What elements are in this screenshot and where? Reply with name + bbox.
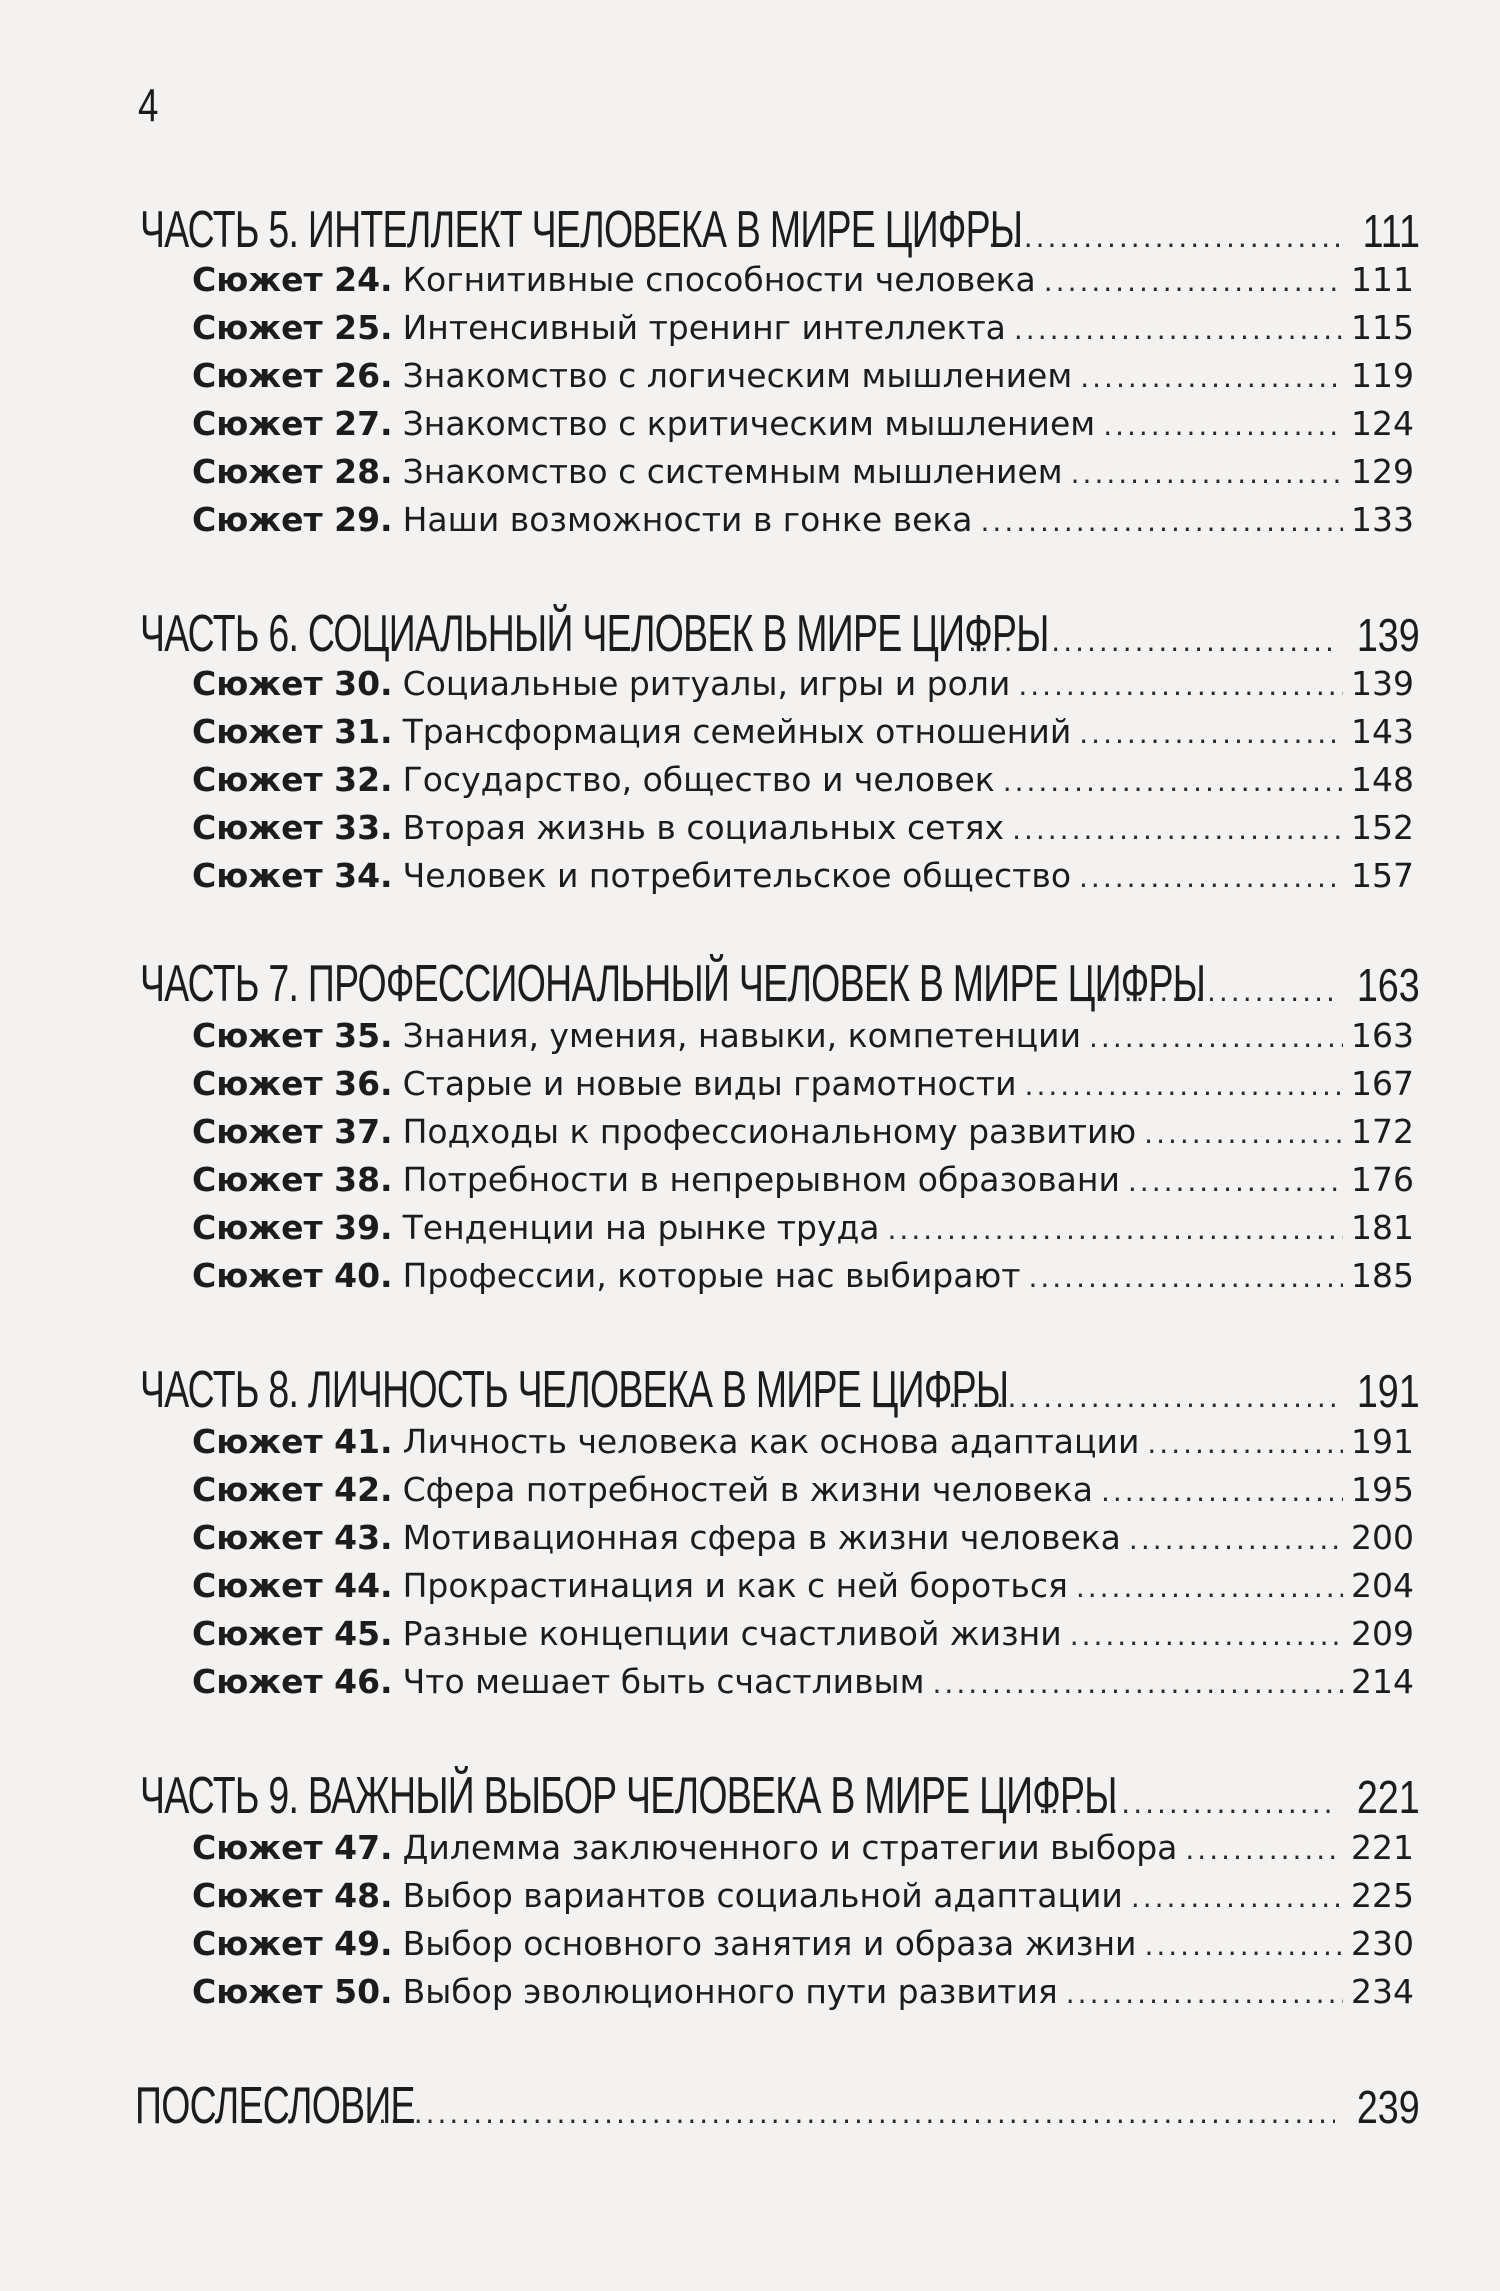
toc-item-24[interactable]	[192, 260, 1414, 299]
item-label: Сюжет 48.	[192, 1876, 393, 1915]
item-page-number: 111	[1351, 260, 1414, 299]
toc-item-28[interactable]	[192, 452, 1414, 491]
item-label: Сюжет 41.	[192, 1422, 393, 1461]
item-label: Сюжет 26.	[192, 356, 393, 395]
dot-leader	[1025, 1069, 1343, 1102]
item-page-number: 124	[1351, 404, 1414, 443]
part-title: ЧАСТЬ 8. ЛИЧНОСТЬ ЧЕЛОВЕКА В МИРЕ ЦИФРЫ	[140, 1361, 1009, 1419]
item-label: Сюжет 30.	[192, 664, 393, 703]
item-page-number: 234	[1351, 1972, 1414, 2011]
item-title: Профессии, которые нас выбирают	[402, 1256, 1021, 1295]
item-title: Вторая жизнь в социальных сетях	[402, 808, 1005, 847]
part-page-number: 139	[1357, 609, 1420, 661]
item-title: Тенденции на рынке труда	[402, 1208, 880, 1247]
dot-leader	[1028, 1261, 1343, 1294]
toc-item-31[interactable]	[192, 712, 1414, 751]
dot-leader	[1014, 313, 1343, 346]
toc-item-44[interactable]	[192, 1566, 1414, 1605]
dot-leader	[1003, 765, 1343, 798]
item-title: Государство, общество и человек	[402, 760, 995, 799]
item-title: Знакомство с логическим мышлением	[402, 356, 1073, 395]
toc-item-35[interactable]	[192, 1016, 1414, 1055]
item-label: Сюжет 39.	[192, 1208, 393, 1247]
item-label: Сюжет 25.	[192, 308, 393, 347]
toc-item-43[interactable]	[192, 1518, 1414, 1557]
dot-leader	[378, 2097, 1335, 2130]
toc-item-40[interactable]	[192, 1256, 1414, 1295]
item-label: Сюжет 35.	[192, 1016, 393, 1055]
toc-item-25[interactable]	[192, 308, 1414, 347]
item-title: Когнитивные способности человека	[402, 260, 1036, 299]
item-label: Сюжет 36.	[192, 1064, 393, 1103]
dot-leader	[1147, 1427, 1343, 1460]
toc-item-47[interactable]	[192, 1828, 1414, 1867]
item-title: Знакомство с критическим мышлением	[402, 404, 1096, 443]
item-page-number: 181	[1351, 1208, 1414, 1247]
dot-leader	[1144, 1117, 1343, 1150]
dot-leader	[1044, 265, 1343, 298]
item-label: Сюжет 38.	[192, 1160, 393, 1199]
item-page-number: 129	[1351, 452, 1414, 491]
item-title: Выбор эволюционного пути развития	[402, 1972, 1058, 2011]
item-page-number: 176	[1351, 1160, 1414, 1199]
part-page-number: 163	[1357, 959, 1420, 1011]
dot-leader	[1185, 1833, 1343, 1866]
item-title: Человек и потребительское общество	[402, 856, 1072, 895]
dot-leader	[1070, 1619, 1343, 1652]
item-label: Сюжет 44.	[192, 1566, 393, 1605]
dot-leader	[1080, 361, 1343, 394]
toc-part-5[interactable]	[140, 200, 1420, 260]
item-label: Сюжет 49.	[192, 1924, 393, 1963]
toc-afterword[interactable]	[135, 2076, 1420, 2136]
item-page-number: 163	[1351, 1016, 1414, 1055]
item-title: Разные концепции счастливой жизни	[402, 1614, 1062, 1653]
dot-leader	[1071, 457, 1343, 490]
toc-item-33[interactable]	[192, 808, 1414, 847]
toc-item-39[interactable]	[192, 1208, 1414, 1247]
item-title: Знания, умения, навыки, компетенции	[402, 1016, 1082, 1055]
dot-leader	[1012, 813, 1343, 846]
afterword-title: ПОСЛЕСЛОВИЕ	[135, 2077, 415, 2135]
dot-leader	[1128, 1165, 1343, 1198]
toc-item-45[interactable]	[192, 1614, 1414, 1653]
item-page-number: 167	[1351, 1064, 1414, 1103]
toc-item-36[interactable]	[192, 1064, 1414, 1103]
toc-item-49[interactable]	[192, 1924, 1414, 1963]
item-page-number: 225	[1351, 1876, 1414, 1915]
item-title: Сфера потребностей в жизни человека	[402, 1470, 1093, 1509]
item-page-number: 209	[1351, 1614, 1414, 1653]
item-title: Трансформация семейных отношений	[402, 712, 1072, 751]
toc-item-46[interactable]	[192, 1662, 1414, 1701]
item-title: Подходы к профессиональному развитию	[402, 1112, 1137, 1151]
toc-item-48[interactable]	[192, 1876, 1414, 1915]
item-page-number: 195	[1351, 1470, 1414, 1509]
dot-leader	[1089, 1021, 1343, 1054]
dot-leader	[1101, 1475, 1343, 1508]
part-title: ЧАСТЬ 6. СОЦИАЛЬНЫЙ ЧЕЛОВЕК В МИРЕ ЦИФРЫ	[140, 605, 1049, 663]
item-label: Сюжет 50.	[192, 1972, 393, 2011]
item-page-number: 119	[1351, 356, 1414, 395]
toc-item-29[interactable]	[192, 500, 1414, 539]
toc-item-41[interactable]	[192, 1422, 1414, 1461]
item-page-number: 157	[1351, 856, 1414, 895]
item-title: Что мешает быть счастливым	[402, 1662, 925, 1701]
item-label: Сюжет 42.	[192, 1470, 393, 1509]
item-title: Знакомство с системным мышлением	[402, 452, 1063, 491]
item-title: Старые и новые виды грамотности	[402, 1064, 1017, 1103]
item-page-number: 148	[1351, 760, 1414, 799]
toc-part-9[interactable]	[140, 1766, 1420, 1826]
item-label: Сюжет 31.	[192, 712, 393, 751]
toc-item-30[interactable]	[192, 664, 1414, 703]
item-title: Выбор вариантов социальной адаптации	[402, 1876, 1123, 1915]
part-title: ЧАСТЬ 9. ВАЖНЫЙ ВЫБОР ЧЕЛОВЕКА В МИРЕ ЦИФРЫ	[140, 1767, 1117, 1825]
dot-leader	[1018, 669, 1343, 702]
dot-leader	[1144, 1929, 1343, 1962]
toc-item-27[interactable]	[192, 404, 1414, 443]
item-title: Наши возможности в гонке века	[402, 500, 973, 539]
item-page-number: 230	[1351, 1924, 1414, 1963]
item-label: Сюжет 40.	[192, 1256, 393, 1295]
part-page-number: 221	[1357, 1771, 1420, 1823]
toc-item-42[interactable]	[192, 1470, 1414, 1509]
item-title: Социальные ритуалы, игры и роли	[402, 664, 1011, 703]
part-title: ЧАСТЬ 7. ПРОФЕССИОНАЛЬНЫЙ ЧЕЛОВЕК В МИРЕ ЦИФРЫ	[140, 955, 1206, 1013]
item-label: Сюжет 28.	[192, 452, 393, 491]
part-page-number: 191	[1357, 1365, 1420, 1417]
item-page-number: 204	[1351, 1566, 1414, 1605]
toc-item-38[interactable]	[192, 1160, 1414, 1199]
part-page-number: 111	[1362, 205, 1420, 257]
item-title: Личность человека как основа адаптации	[402, 1422, 1140, 1461]
item-label: Сюжет 33.	[192, 808, 393, 847]
toc-item-37[interactable]	[192, 1112, 1414, 1151]
item-page-number: 172	[1351, 1112, 1414, 1151]
item-label: Сюжет 43.	[192, 1518, 393, 1557]
item-title: Потребности в непрерывном образовани	[402, 1160, 1120, 1199]
item-label: Сюжет 34.	[192, 856, 393, 895]
item-page-number: 115	[1351, 308, 1414, 347]
item-title: Интенсивный тренинг интеллекта	[402, 308, 1006, 347]
afterword-page-number: 239	[1357, 2081, 1420, 2133]
dot-leader	[888, 1213, 1343, 1246]
toc-part-8[interactable]	[140, 1360, 1420, 1420]
item-label: Сюжет 37.	[192, 1112, 393, 1151]
item-label: Сюжет 47.	[192, 1828, 393, 1867]
toc-item-26[interactable]	[192, 356, 1414, 395]
dot-leader	[1131, 1881, 1343, 1914]
toc-item-32[interactable]	[192, 760, 1414, 799]
item-title: Дилемма заключенного и стратегии выбора	[402, 1828, 1178, 1867]
item-page-number: 139	[1351, 664, 1414, 703]
item-page-number: 221	[1351, 1828, 1414, 1867]
item-label: Сюжет 46.	[192, 1662, 393, 1701]
item-label: Сюжет 29.	[192, 500, 393, 539]
toc-item-34[interactable]	[192, 856, 1414, 895]
item-label: Сюжет 24.	[192, 260, 393, 299]
toc-part-6[interactable]	[140, 604, 1420, 664]
item-label: Сюжет 32.	[192, 760, 393, 799]
item-title: Прокрастинация и как с ней бороться	[402, 1566, 1068, 1605]
dot-leader	[981, 505, 1343, 538]
dot-leader	[1076, 1571, 1343, 1604]
dot-leader	[1103, 409, 1343, 442]
item-page-number: 214	[1351, 1662, 1414, 1701]
item-page-number: 185	[1351, 1256, 1414, 1295]
dot-leader	[1079, 861, 1343, 894]
item-label: Сюжет 45.	[192, 1614, 393, 1653]
item-page-number: 143	[1351, 712, 1414, 751]
item-page-number: 133	[1351, 500, 1414, 539]
item-title: Выбор основного занятия и образа жизни	[402, 1924, 1137, 1963]
item-page-number: 200	[1351, 1518, 1414, 1557]
toc-part-7[interactable]	[140, 954, 1420, 1014]
part-title: ЧАСТЬ 5. ИНТЕЛЛЕКТ ЧЕЛОВЕКА В МИРЕ ЦИФРЫ	[140, 201, 1023, 259]
page-number: 4	[138, 79, 159, 131]
dot-leader	[933, 1667, 1343, 1700]
item-label: Сюжет 27.	[192, 404, 393, 443]
dot-leader	[988, 221, 1342, 254]
toc-item-50[interactable]	[192, 1972, 1414, 2011]
item-title: Мотивационная сфера в жизни человека	[402, 1518, 1121, 1557]
item-page-number: 191	[1351, 1422, 1414, 1461]
item-page-number: 152	[1351, 808, 1414, 847]
dot-leader	[1079, 717, 1343, 750]
dot-leader	[1129, 1523, 1343, 1556]
dot-leader	[1066, 1977, 1343, 2010]
